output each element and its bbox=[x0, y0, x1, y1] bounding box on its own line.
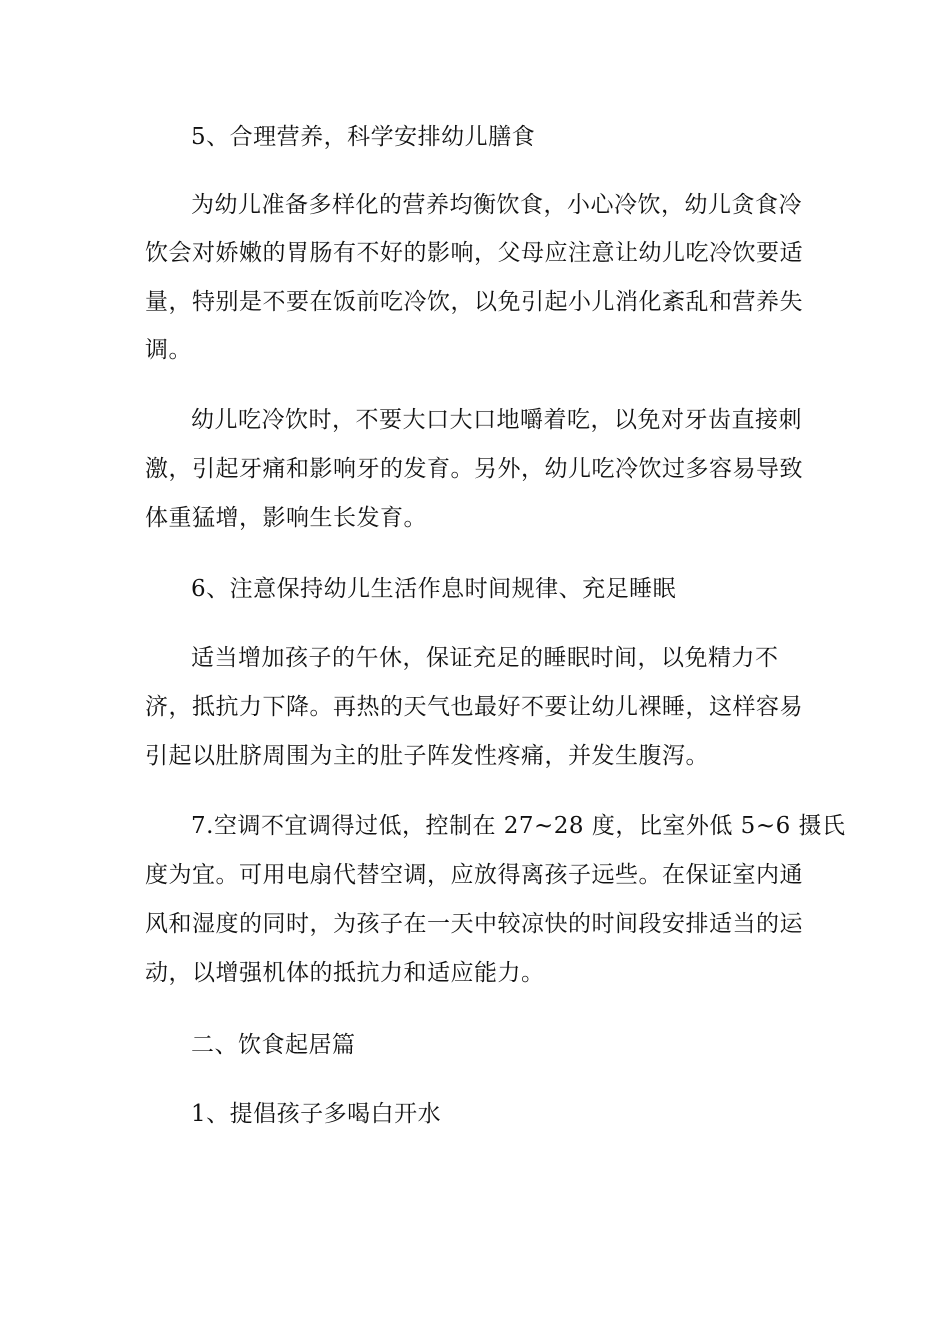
section-heading: 6、注意保持幼儿生活作息时间规律、充足睡眠 bbox=[191, 576, 677, 602]
paragraph-line: 引起以肚脐周围为主的肚子阵发性疼痛，并发生腹泻。 bbox=[145, 743, 709, 769]
paragraph-line: 济，抵抗力下降。再热的天气也最好不要让幼儿裸睡，这样容易 bbox=[145, 694, 803, 720]
paragraph-line: 度为宜。可用电扇代替空调，应放得离孩子远些。在保证室内通 bbox=[145, 862, 803, 888]
paragraph-line: 量，特别是不要在饭前吃冷饮，以免引起小儿消化紊乱和营养失 bbox=[145, 289, 803, 315]
part-heading: 二、饮食起居篇 bbox=[191, 1032, 356, 1058]
paragraph-line: 7.空调不宜调得过低，控制在 27~28 度，比室外低 5~6 摄氏 bbox=[191, 813, 846, 839]
paragraph-line: 饮会对娇嫩的胃肠有不好的影响，父母应注意让幼儿吃冷饮要适 bbox=[145, 240, 803, 266]
section-heading: 5、合理营养，科学安排幼儿膳食 bbox=[191, 124, 536, 150]
paragraph-line: 激，引起牙痛和影响牙的发育。另外，幼儿吃冷饮过多容易导致 bbox=[145, 456, 803, 482]
paragraph-line: 动，以增强机体的抵抗力和适应能力。 bbox=[145, 960, 545, 986]
paragraph-line: 幼儿吃冷饮时，不要大口大口地嚼着吃，以免对牙齿直接刺 bbox=[191, 407, 802, 433]
sub-heading: 1、提倡孩子多喝白开水 bbox=[191, 1101, 442, 1127]
paragraph-line: 调。 bbox=[145, 337, 192, 363]
paragraph-line: 风和湿度的同时，为孩子在一天中较凉快的时间段安排适当的运 bbox=[145, 911, 803, 937]
paragraph-line: 为幼儿准备多样化的营养均衡饮食，小心冷饮，幼儿贪食冷 bbox=[191, 192, 802, 218]
paragraph-line: 适当增加孩子的午休，保证充足的睡眠时间，以免精力不 bbox=[191, 645, 779, 671]
paragraph-line: 体重猛增，影响生长发育。 bbox=[145, 505, 427, 531]
